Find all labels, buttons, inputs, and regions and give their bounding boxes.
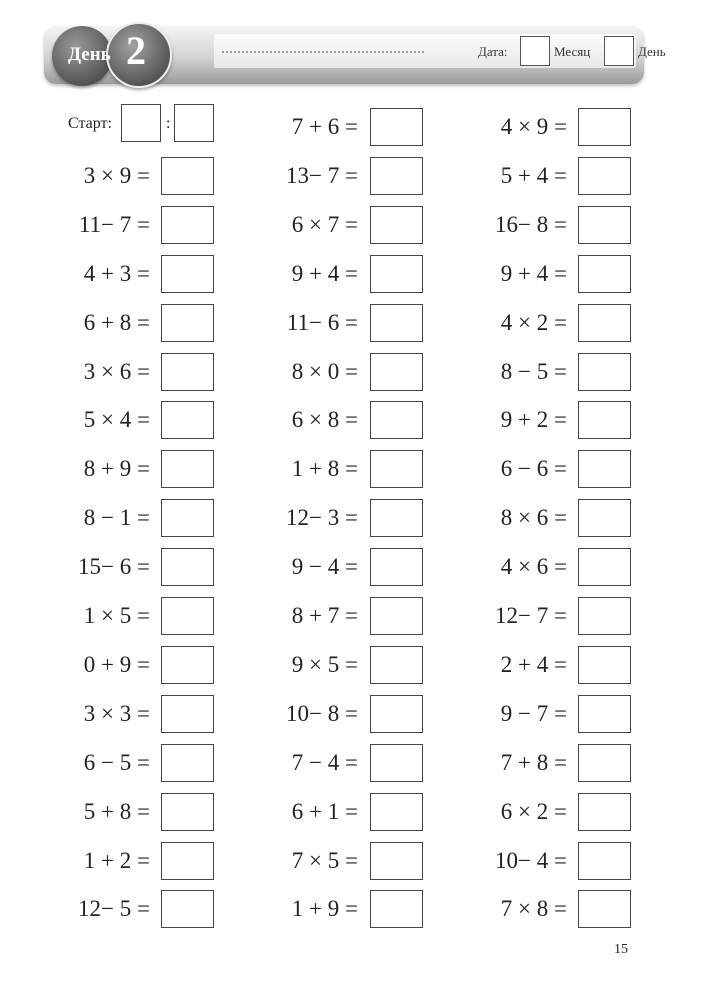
problem-expression: 10− 4 = (495, 847, 567, 873)
problem-expression: 3 × 3 = (83, 700, 150, 726)
problem-expression: 9 − 4 = (291, 554, 358, 580)
answer-box[interactable] (370, 744, 423, 782)
answer-box[interactable] (161, 450, 214, 488)
problem-expression: 8 − 5 = (500, 358, 567, 384)
problem-expression: 6 + 1 = (291, 798, 358, 824)
problem-expression: 8 × 6 = (500, 505, 567, 531)
problem-expression: 9 × 5 = (291, 651, 358, 677)
answer-box[interactable] (578, 842, 631, 880)
date-day-input[interactable] (604, 36, 634, 66)
answer-box[interactable] (370, 304, 423, 342)
problem-expression: 5 + 4 = (500, 162, 567, 188)
answer-box[interactable] (161, 255, 214, 293)
answer-box[interactable] (161, 499, 214, 537)
problem-expression: 13− 7 = (286, 162, 358, 188)
day-label: День (68, 44, 111, 65)
answer-box[interactable] (161, 353, 214, 391)
problem-expression: 4 × 2 = (500, 309, 567, 335)
answer-box[interactable] (370, 499, 423, 537)
problem-expression: 12− 5 = (78, 896, 150, 922)
problem-expression: 10− 8 = (286, 700, 358, 726)
problem-expression: 8 + 9 = (83, 456, 150, 482)
answer-box[interactable] (578, 695, 631, 733)
answer-box[interactable] (370, 206, 423, 244)
answer-box[interactable] (578, 108, 631, 146)
dotted-divider (222, 51, 424, 53)
answer-box[interactable] (578, 304, 631, 342)
answer-box[interactable] (578, 157, 631, 195)
answer-box[interactable] (161, 646, 214, 684)
problem-expression: 5 + 8 = (83, 798, 150, 824)
answer-box[interactable] (370, 646, 423, 684)
problem-expression: 6 × 2 = (500, 798, 567, 824)
problem-expression: 3 × 6 = (83, 358, 150, 384)
answer-box[interactable] (578, 450, 631, 488)
answer-box[interactable] (578, 890, 631, 928)
answer-box[interactable] (578, 744, 631, 782)
date-label: Дата: (478, 44, 508, 59)
problem-expression: 1 + 9 = (291, 896, 358, 922)
problem-expression: 2 + 4 = (500, 651, 567, 677)
answer-box[interactable] (578, 255, 631, 293)
answer-box[interactable] (370, 842, 423, 880)
problem-expression: 1 × 5 = (83, 603, 150, 628)
header-date-strip (214, 34, 666, 68)
answer-box[interactable] (578, 548, 631, 586)
problem-expression: 0 + 9 = (83, 651, 150, 677)
answer-box[interactable] (578, 206, 631, 244)
answer-box[interactable] (161, 597, 214, 635)
answer-box[interactable] (370, 255, 423, 293)
problem-expression: 7 + 6 = (291, 114, 358, 139)
answer-box[interactable] (578, 793, 631, 831)
answer-box[interactable] (370, 548, 423, 586)
answer-box[interactable] (161, 744, 214, 782)
problem-expression: 12− 3 = (286, 505, 358, 531)
answer-box[interactable] (161, 842, 214, 880)
problem-expression: 7 × 5 = (291, 847, 358, 873)
problem-expression: 7 × 8 = (500, 896, 567, 922)
problem-expression: 6 + 8 = (83, 309, 150, 335)
answer-box[interactable] (161, 304, 214, 342)
problem-expression: 15− 6 = (78, 554, 150, 580)
answer-box[interactable] (161, 890, 214, 928)
page-number: 15 (614, 942, 628, 957)
problem-expression: 6 × 8 = (291, 407, 358, 433)
problem-expression: 9 − 7 = (500, 700, 567, 726)
start-separator: : (166, 115, 171, 132)
answer-box[interactable] (161, 793, 214, 831)
answer-box[interactable] (161, 401, 214, 439)
answer-box[interactable] (578, 353, 631, 391)
date-month-input[interactable] (520, 36, 550, 66)
problem-expression: 4 + 3 = (83, 260, 150, 286)
answer-box[interactable] (578, 646, 631, 684)
answer-box[interactable] (578, 401, 631, 439)
answer-box[interactable] (370, 890, 423, 928)
answer-box[interactable] (370, 450, 423, 488)
problem-expression: 12− 7 = (495, 603, 567, 628)
answer-box[interactable] (370, 695, 423, 733)
problem-expression: 4 × 9 = (500, 114, 567, 139)
answer-box[interactable] (578, 499, 631, 537)
answer-box[interactable] (370, 597, 423, 635)
problem-expression: 8 × 0 = (291, 358, 358, 384)
problem-expression: 9 + 4 = (291, 260, 358, 286)
answer-box[interactable] (161, 206, 214, 244)
problem-expression: 11− 7 = (78, 211, 150, 237)
problem-expression: 6 − 6 = (500, 456, 567, 482)
problem-expression: 6 − 5 = (83, 749, 150, 775)
answer-box[interactable] (370, 157, 423, 195)
start-hours-input[interactable] (121, 104, 161, 142)
answer-box[interactable] (370, 793, 423, 831)
day-badge (52, 22, 174, 86)
month-label: Месяц (554, 44, 591, 59)
answer-box[interactable] (370, 108, 423, 146)
problem-expression: 8 + 7 = (291, 603, 358, 628)
answer-box[interactable] (161, 695, 214, 733)
problem-expression: 1 + 8 = (291, 456, 358, 482)
day-number: 2 (126, 28, 146, 73)
problem-expression: 5 × 4 = (83, 407, 150, 433)
problem-expression: 7 − 4 = (291, 749, 358, 775)
answer-box[interactable] (161, 157, 214, 195)
problem-expression: 9 + 2 = (500, 407, 567, 433)
start-label: Старт: (68, 115, 112, 132)
answer-box[interactable] (578, 597, 631, 635)
problem-expression: 1 + 2 = (83, 847, 150, 873)
answer-box[interactable] (370, 401, 423, 439)
answer-box[interactable] (370, 353, 423, 391)
answer-box[interactable] (161, 548, 214, 586)
problem-expression: 7 + 8 = (500, 749, 567, 775)
problem-expression: 11− 6 = (286, 309, 358, 335)
day-field-label: День (638, 44, 666, 59)
problem-expression: 16− 8 = (495, 211, 567, 237)
problem-expression: 6 × 7 = (291, 211, 358, 237)
problem-expression: 3 × 9 = (83, 162, 150, 188)
problem-expression: 9 + 4 = (500, 260, 567, 286)
problem-expression: 4 × 6 = (500, 554, 567, 580)
problem-expression: 8 − 1 = (83, 505, 150, 531)
